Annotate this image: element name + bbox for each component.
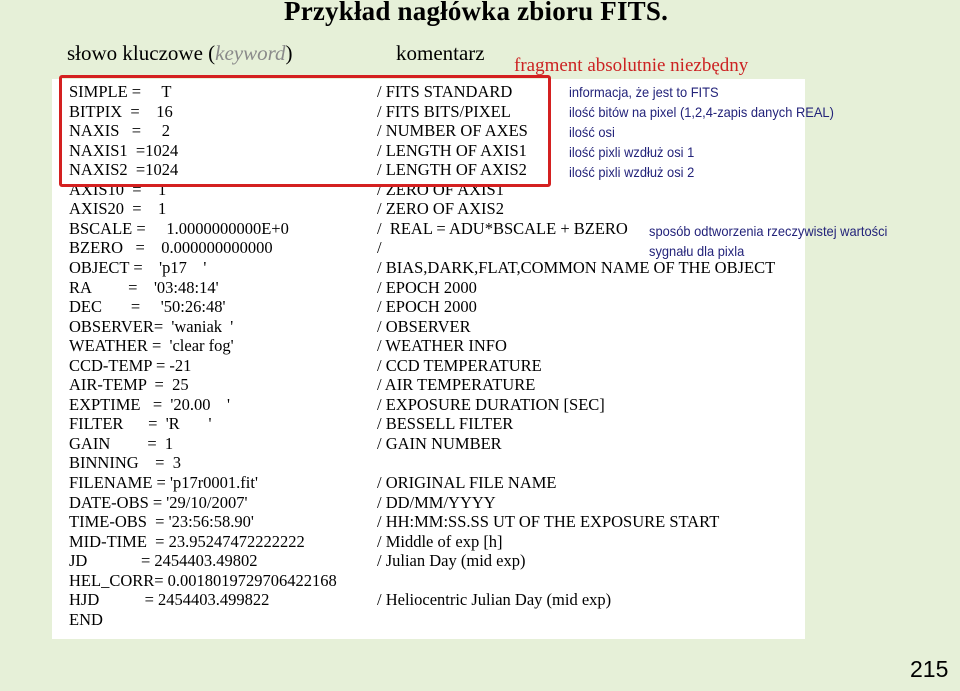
keyword-header-suffix: )	[285, 41, 293, 65]
fits-keyword-value: MID-TIME = 23.95247472222222	[69, 531, 305, 551]
fits-comment: / FITS BITS/PIXEL	[377, 101, 511, 121]
fits-comment: / Julian Day (mid exp)	[377, 551, 526, 571]
fits-keyword-value: AXIS20 = 1	[69, 199, 167, 219]
keyword-header-prefix: słowo kluczowe (	[67, 41, 216, 65]
fits-comment: / BIAS,DARK,FLAT,COMMON NAME OF THE OBJECT	[377, 257, 776, 277]
fits-keyword-value: CCD-TEMP = -21	[69, 355, 192, 375]
fits-keyword-value: BITPIX = 16	[69, 101, 173, 121]
note-naxis2: ilość pixli wzdłuż osi 2	[569, 164, 695, 180]
fits-comment: / EPOCH 2000	[377, 277, 477, 297]
fits-comment: / REAL = ADU*BSCALE + BZERO	[377, 218, 628, 238]
fits-keyword-value: EXPTIME = '20.00 '	[69, 394, 230, 414]
essential-fragment-label: fragment absolutnie niezbędny	[514, 55, 749, 76]
fits-comment: / BESSELL FILTER	[377, 414, 514, 434]
note-naxis1: ilość pixli wzdłuż osi 1	[569, 144, 695, 160]
fits-comment: / DD/MM/YYYY	[377, 492, 496, 512]
fits-keyword-value: DEC = '50:26:48'	[69, 297, 226, 317]
fits-keyword-value: RA = '03:48:14'	[69, 277, 219, 297]
fits-comment: / AIR TEMPERATURE	[377, 375, 536, 395]
fits-keyword-value: NAXIS2 =1024	[69, 160, 179, 180]
fits-comment: / NUMBER OF AXES	[377, 121, 528, 141]
fits-keyword-value: TIME-OBS = '23:56:58.90'	[69, 512, 254, 532]
fits-comment: / FITS STANDARD	[377, 82, 513, 101]
fits-keyword-value: JD = 2454403.49802	[69, 551, 258, 571]
fits-comment: / OBSERVER	[377, 316, 471, 336]
fits-keyword-value: AXIS10 = 1	[69, 179, 167, 199]
fits-keyword-value: BZERO = 0.000000000000	[69, 238, 273, 258]
fits-keyword-value: NAXIS1 =1024	[69, 140, 179, 160]
fits-comment: / LENGTH OF AXIS1	[377, 140, 527, 160]
fits-keyword-value: FILENAME = 'p17r0001.fit'	[69, 473, 258, 492]
fits-comment: / Heliocentric Julian Day (mid exp)	[377, 590, 612, 610]
fits-keyword-value: GAIN = 1	[69, 433, 174, 453]
fits-comment: / Middle of exp [h]	[377, 531, 503, 551]
fits-keyword-value: BINNING = 3	[69, 453, 181, 473]
comment-column-header: komentarz	[396, 41, 485, 65]
fits-comment: / ZERO OF AXIS2	[377, 199, 504, 219]
fits-comment: / EPOCH 2000	[377, 297, 477, 317]
fits-comment: / CCD TEMPERATURE	[377, 355, 542, 375]
keyword-column-header	[67, 41, 293, 66]
fits-keyword-value: OBSERVER= 'waniak '	[69, 316, 234, 336]
fits-keyword-value: FILTER = 'R '	[69, 414, 212, 434]
fits-comment: / WEATHER INFO	[377, 336, 507, 356]
fits-keyword-value: NAXIS = 2	[69, 121, 170, 141]
fits-keyword-value: BSCALE = 1.0000000000E+0	[69, 218, 289, 238]
page-number: 215	[910, 656, 949, 682]
fits-keyword-value: OBJECT = 'p17 '	[69, 257, 207, 277]
fits-keyword-value: HJD = 2454403.499822	[69, 590, 270, 610]
fits-keyword-value: DATE-OBS = '29/10/2007'	[69, 492, 248, 512]
fits-keyword-value: HEL_CORR= 0.0018019729706422168	[69, 570, 337, 590]
fits-comment: / GAIN NUMBER	[377, 433, 502, 453]
fits-comment: / HH:MM:SS.SS UT OF THE EXPOSURE START	[377, 512, 720, 532]
fits-comment: / ORIGINAL FILE NAME	[377, 473, 557, 492]
keyword-header-italic: keyword	[215, 41, 286, 65]
fits-keyword-value: SIMPLE = T	[69, 82, 172, 101]
fits-comment: / ZERO OF AXIS1	[377, 179, 504, 199]
fits-keyword-value: AIR-TEMP = 25	[69, 375, 189, 395]
note-bscale-line2: sygnału dla pixla	[649, 243, 745, 259]
fits-comment: / LENGTH OF AXIS2	[377, 160, 527, 180]
note-simple: informacja, że jest to FITS	[569, 84, 719, 100]
fits-comment: /	[377, 238, 382, 258]
note-bscale-line1: sposób odtworzenia rzeczywistej wartości	[649, 223, 888, 239]
note-bitpix: ilość bitów na pixel (1,2,4-zapis danych REAL)	[569, 104, 834, 120]
fits-comment: / EXPOSURE DURATION [SEC]	[377, 394, 605, 414]
note-naxis: ilość osi	[569, 124, 615, 140]
fits-keyword-value: WEATHER = 'clear fog'	[69, 336, 234, 356]
essential-fragment-box	[59, 75, 551, 187]
slide-title: Przykład nagłówka zbioru FITS.	[284, 0, 669, 26]
fits-keyword-value: END	[69, 609, 103, 629]
